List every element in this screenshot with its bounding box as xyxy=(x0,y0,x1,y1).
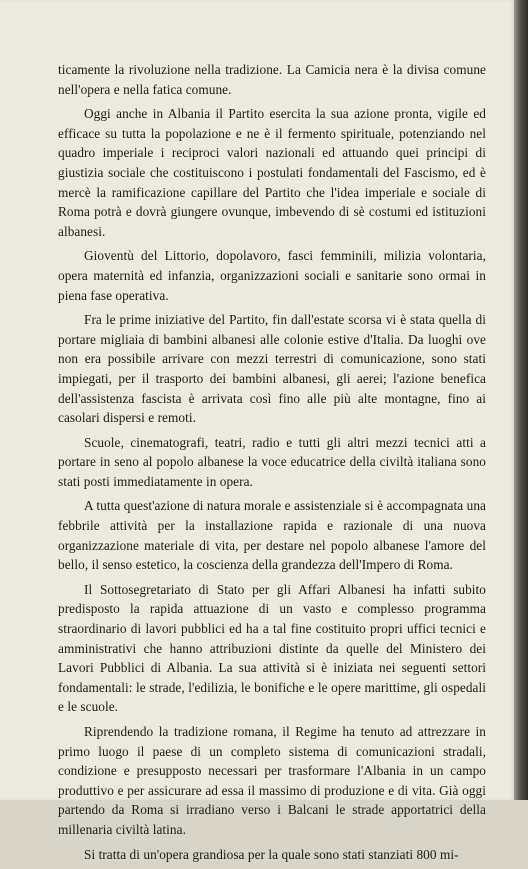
paragraph-organizations: Gioventù del Littorio, dopolavoro, fasci femminili, milizia volontaria, opera maternità ed infanzia, organizzazioni sociali e sanitarie sono ormai in piena fase operativa. xyxy=(58,248,486,303)
page-edge-shadow xyxy=(514,0,528,800)
paragraph-public-works: Il Sottosegretariato di Stato per gli Affari Albanesi ha infatti subito predisposto la rapida attuazione di un vasto e complesso programma straordinario di lavori pubblici ed ha a tal fine costituito propri uffici tecnici e amministrativi che hanno attribuzioni distinte da quelle del Ministero dei Lavori Pubblici di Albania. La sua attività si è iniziata nei seguenti settori fondamentali: le strade, l'edilizia, le bonifiche e le opere marittime, gli ospedali e le scuole. xyxy=(58,581,486,715)
paragraph-children-colonies: Fra le prime iniziative del Partito, fin dall'estate scorsa vi è stata quella di portare migliaia di bambini albanesi alle colonie estive d'Italia. Da luoghi ove non era possibile arrivare con mezzi terrestri di comunicazione, sono stati impiegati, per il trasporto dei bambini albanesi, gli aerei; l'azione benefica dell'assistenza fascista è arrivata così fino alle più alte montagne, fino ai casolari dispersi e remoti. xyxy=(58,312,486,426)
page-text xyxy=(58,60,486,869)
paragraph-party-albania: Oggi anche in Albania il Partito esercita la sua azione pronta, vigile ed efficace su tutta la popolazione e ne è il fermento spirituale, potenziando nel quadro imperiale i reciproci valori nazionali ed attuando quei principi di giustizia sociale che costituiscono i postulati fondamentali del Fascismo, ed è mercè la ramificazione capillare del Partito che l'idea imperiale e sociale di Roma potrà e dovrà giungere ovunque, imbevendo di sè costumi ed istituzioni albanesi. xyxy=(58,106,486,239)
paragraph-schools-media: Scuole, cinematografi, teatri, radio e tutti gli altri mezzi tecnici atti a portare in seno al popolo albanese la voce educatrice della civiltà italiana sono stati posti immediatamente in opera. xyxy=(58,434,486,489)
paragraph-material-organization: A tutta quest'azione di natura morale e assistenziale si è accompagnata una febbrile attività per la installazione rapida e razionale di una nuova organizzazione materiale di vita, per destare nel popolo albanese l'amore del bello, il senso estetico, la coscienza della grandezza dell'Impero di Roma. xyxy=(58,498,486,573)
paragraph-continued: ticamente la rivoluzione nella tradizione. La Camicia nera è la divisa comune nell'opera e nella fatica comune. xyxy=(58,62,486,97)
paragraph-roads: Riprendendo la tradizione romana, il Regime ha tenuto ad attrezzare in primo luogo il paese di un completo sistema di comunicazioni stradali, condizione e presupposto necessari per trasformare l'Albania in un campo produttivo e per assicurare ad essa il massimo di produzione e di vita. Già oggi partendo da Roma si irradiano verso i Balcani le strade apportatrici della millenaria civiltà latina. xyxy=(58,724,486,837)
paragraph-funding: Si tratta di un'opera grandiosa per la quale sono stati stanziati 800 mi- xyxy=(84,846,459,862)
